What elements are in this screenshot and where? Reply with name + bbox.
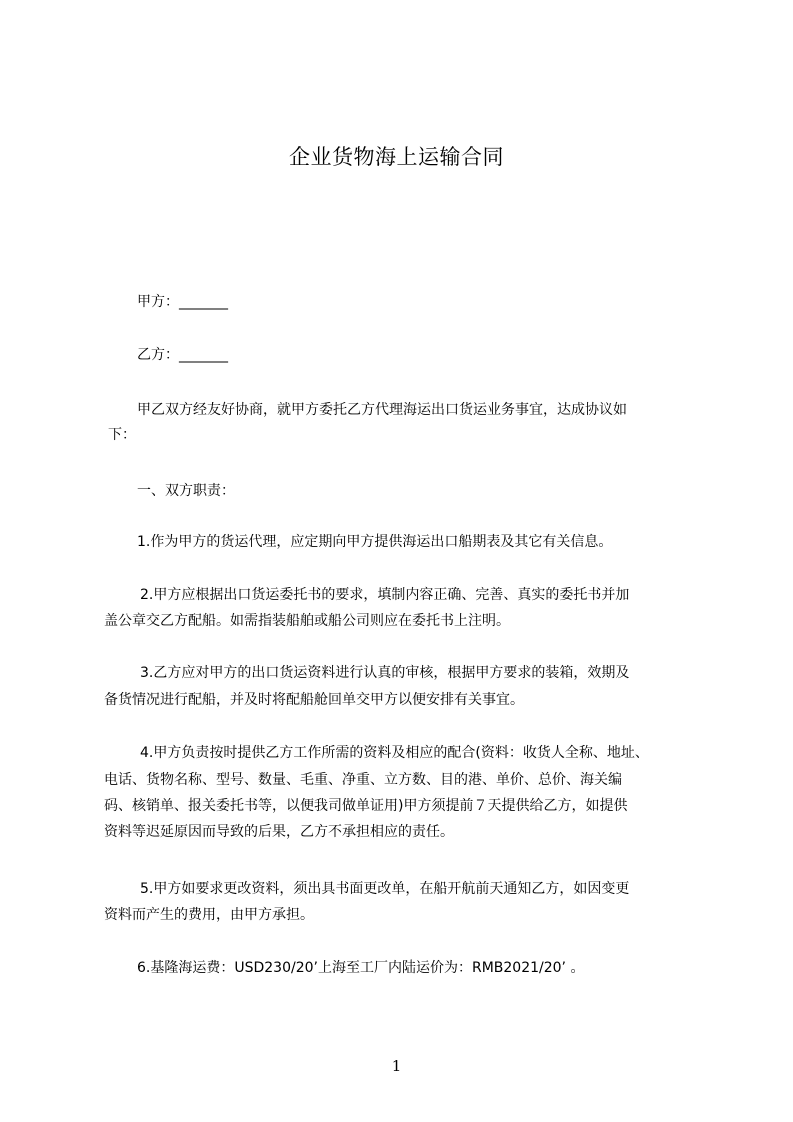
clause-5-line-1: 5.甲方如要求更改资料，须出具书面更改单，在船开航前天通知乙方，如因变更 — [140, 881, 630, 897]
clause-2-line-2: 盖公章交乙方配船。如需指装船舶或船公司则应在委托书上注明。 — [104, 613, 510, 629]
clause-4-line-3: 码、核销单、报关委托书等，以便我司做单证用)甲方须提前７天提供给乙方，如提供 — [104, 798, 628, 814]
clause-3-line-1: 3.乙方应对甲方的出口货运资料进行认真的审核，根据甲方要求的装箱，效期及 — [140, 665, 630, 681]
clause-4-line-1: 4.甲方负责按时提供乙方工作所需的资料及相应的配合(资料：收货人全称、地址、 — [140, 745, 649, 761]
page-number: 1 — [391, 1057, 402, 1075]
section-heading: 一、双方职责： — [137, 483, 235, 499]
clause-4-line-2: 电话、货物名称、型号、数量、毛重、净重、立方数、目的港、单价、总价、海关编 — [104, 772, 622, 788]
intro-line-2: 下： — [108, 427, 136, 443]
party-b-line: 乙方：_______ — [137, 347, 228, 363]
clause-5-line-2: 资料而产生的费用，由甲方承担。 — [104, 907, 314, 923]
intro-line-1: 甲乙双方经友好协商，就甲方委托乙方代理海运出口货运业务事宜，达成协议如 — [137, 402, 627, 418]
clause-3-line-2: 备货情况进行配船，并及时将配船舱回单交甲方以便安排有关事宜。 — [104, 692, 524, 708]
party-a-line: 甲方：_______ — [137, 294, 228, 310]
clause-4-line-4: 资料等迟延原因而导致的后果，乙方不承担相应的责任。 — [104, 824, 454, 840]
clause-1-line-1: 1.作为甲方的货运代理，应定期向甲方提供海运出口船期表及其它有关信息。 — [137, 534, 613, 550]
clause-2-line-1: 2.甲方应根据出口货运委托书的要求，填制内容正确、完善、真实的委托书并加 — [140, 587, 630, 603]
clause-6-line-1: 6.基隆海运费：USD230/20’上海至工厂内陆运价为：RMB2021/20’ 。 — [137, 960, 585, 976]
document-title: 企业货物海上运输合同 — [289, 145, 504, 169]
